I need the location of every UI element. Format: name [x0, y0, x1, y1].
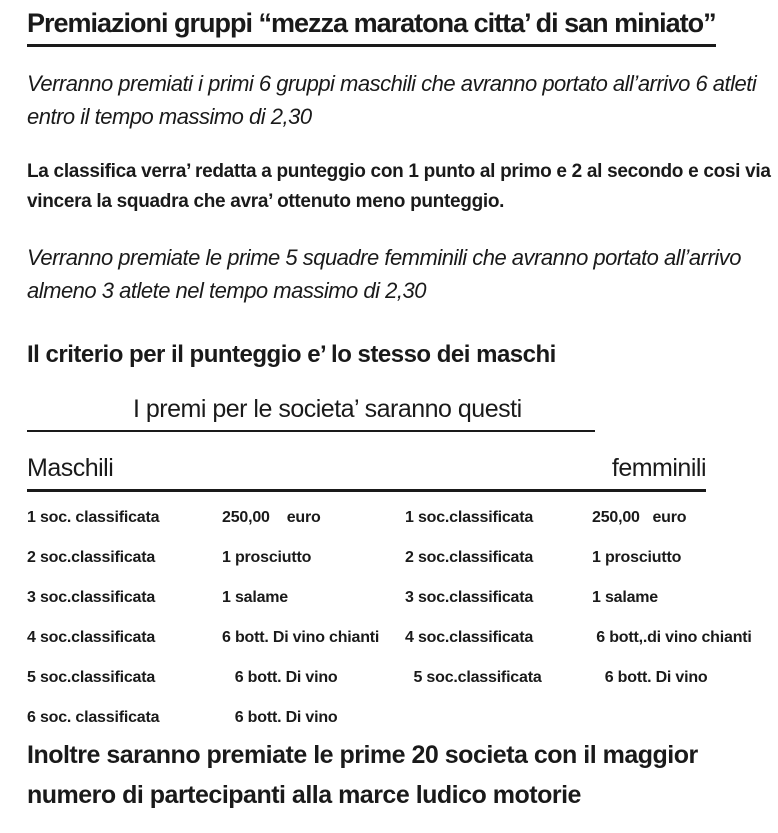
table-row: [27, 669, 778, 709]
table-cell: 1 prosciutto: [592, 549, 682, 566]
table-cell: 6 bott,.di vino chianti: [592, 629, 752, 646]
table-cell: 6 bott. Di vino: [222, 709, 338, 726]
table-cell: 6 bott. Di vino chianti: [222, 629, 380, 646]
paragraph-rules-women: Verranno premiate le prime 5 squadre femminili che avranno portato all’arrivo almeno 3 atlete nel tempo massimo di 2,30: [27, 245, 741, 303]
table-cell: 6 bott. Di vino: [222, 669, 338, 686]
table-cell: 4 soc.classificata: [27, 629, 156, 646]
paragraph-rules-scoring: La classifica verra’ redatta a punteggio con 1 punto al primo e 2 al secondo e cosi via vincera la squadra che avra’ ottenuto meno punteggio.: [27, 161, 771, 212]
table-cell: 250,00 euro: [592, 509, 687, 526]
table-cell: 1 soc.classificata: [405, 509, 534, 526]
table-cell: 5 soc.classificata: [405, 669, 542, 686]
prize-table: [27, 509, 778, 749]
prizes-heading-rule: [27, 395, 595, 432]
prize-table-header: [27, 454, 706, 492]
table-cell: 1 prosciutto: [222, 549, 312, 566]
table-cell: 5 soc.classificata: [27, 669, 156, 686]
criterion-heading: Il criterio per il punteggio e’ lo stesso dei maschi: [27, 341, 556, 368]
table-cell: 1 soc. classificata: [27, 509, 160, 526]
table-row: [27, 589, 778, 629]
table-cell: 6 bott. Di vino: [592, 669, 708, 686]
table-cell: 2 soc.classificata: [405, 549, 534, 566]
table-row: [27, 629, 778, 669]
table-row: [27, 549, 778, 589]
prizes-heading: I premi per le societa’ saranno questi: [133, 395, 522, 423]
table-cell: 3 soc.classificata: [27, 589, 156, 606]
table-cell: 1 salame: [592, 589, 659, 606]
footer-note: Inoltre saranno premiate le prime 20 societa con il maggior numero di partecipanti alla marce ludico motorie: [27, 741, 698, 809]
column-header-maschili: Maschili: [27, 454, 114, 482]
paragraph-rules-men: Verranno premiati i primi 6 gruppi maschili che avranno portato all’arrivo 6 atleti entro il tempo massimo di 2,30: [27, 71, 757, 129]
table-row: [27, 509, 778, 549]
table-cell: 3 soc.classificata: [405, 589, 534, 606]
document-title: Premiazioni gruppi “mezza maratona citta’ di san miniato”: [27, 8, 716, 47]
table-cell: 6 soc. classificata: [27, 709, 160, 726]
table-cell: 1 salame: [222, 589, 289, 606]
table-cell: 250,00 euro: [222, 509, 321, 526]
table-cell: 4 soc.classificata: [405, 629, 534, 646]
column-header-femminili: femminili: [611, 454, 706, 482]
table-cell: 2 soc.classificata: [27, 549, 156, 566]
